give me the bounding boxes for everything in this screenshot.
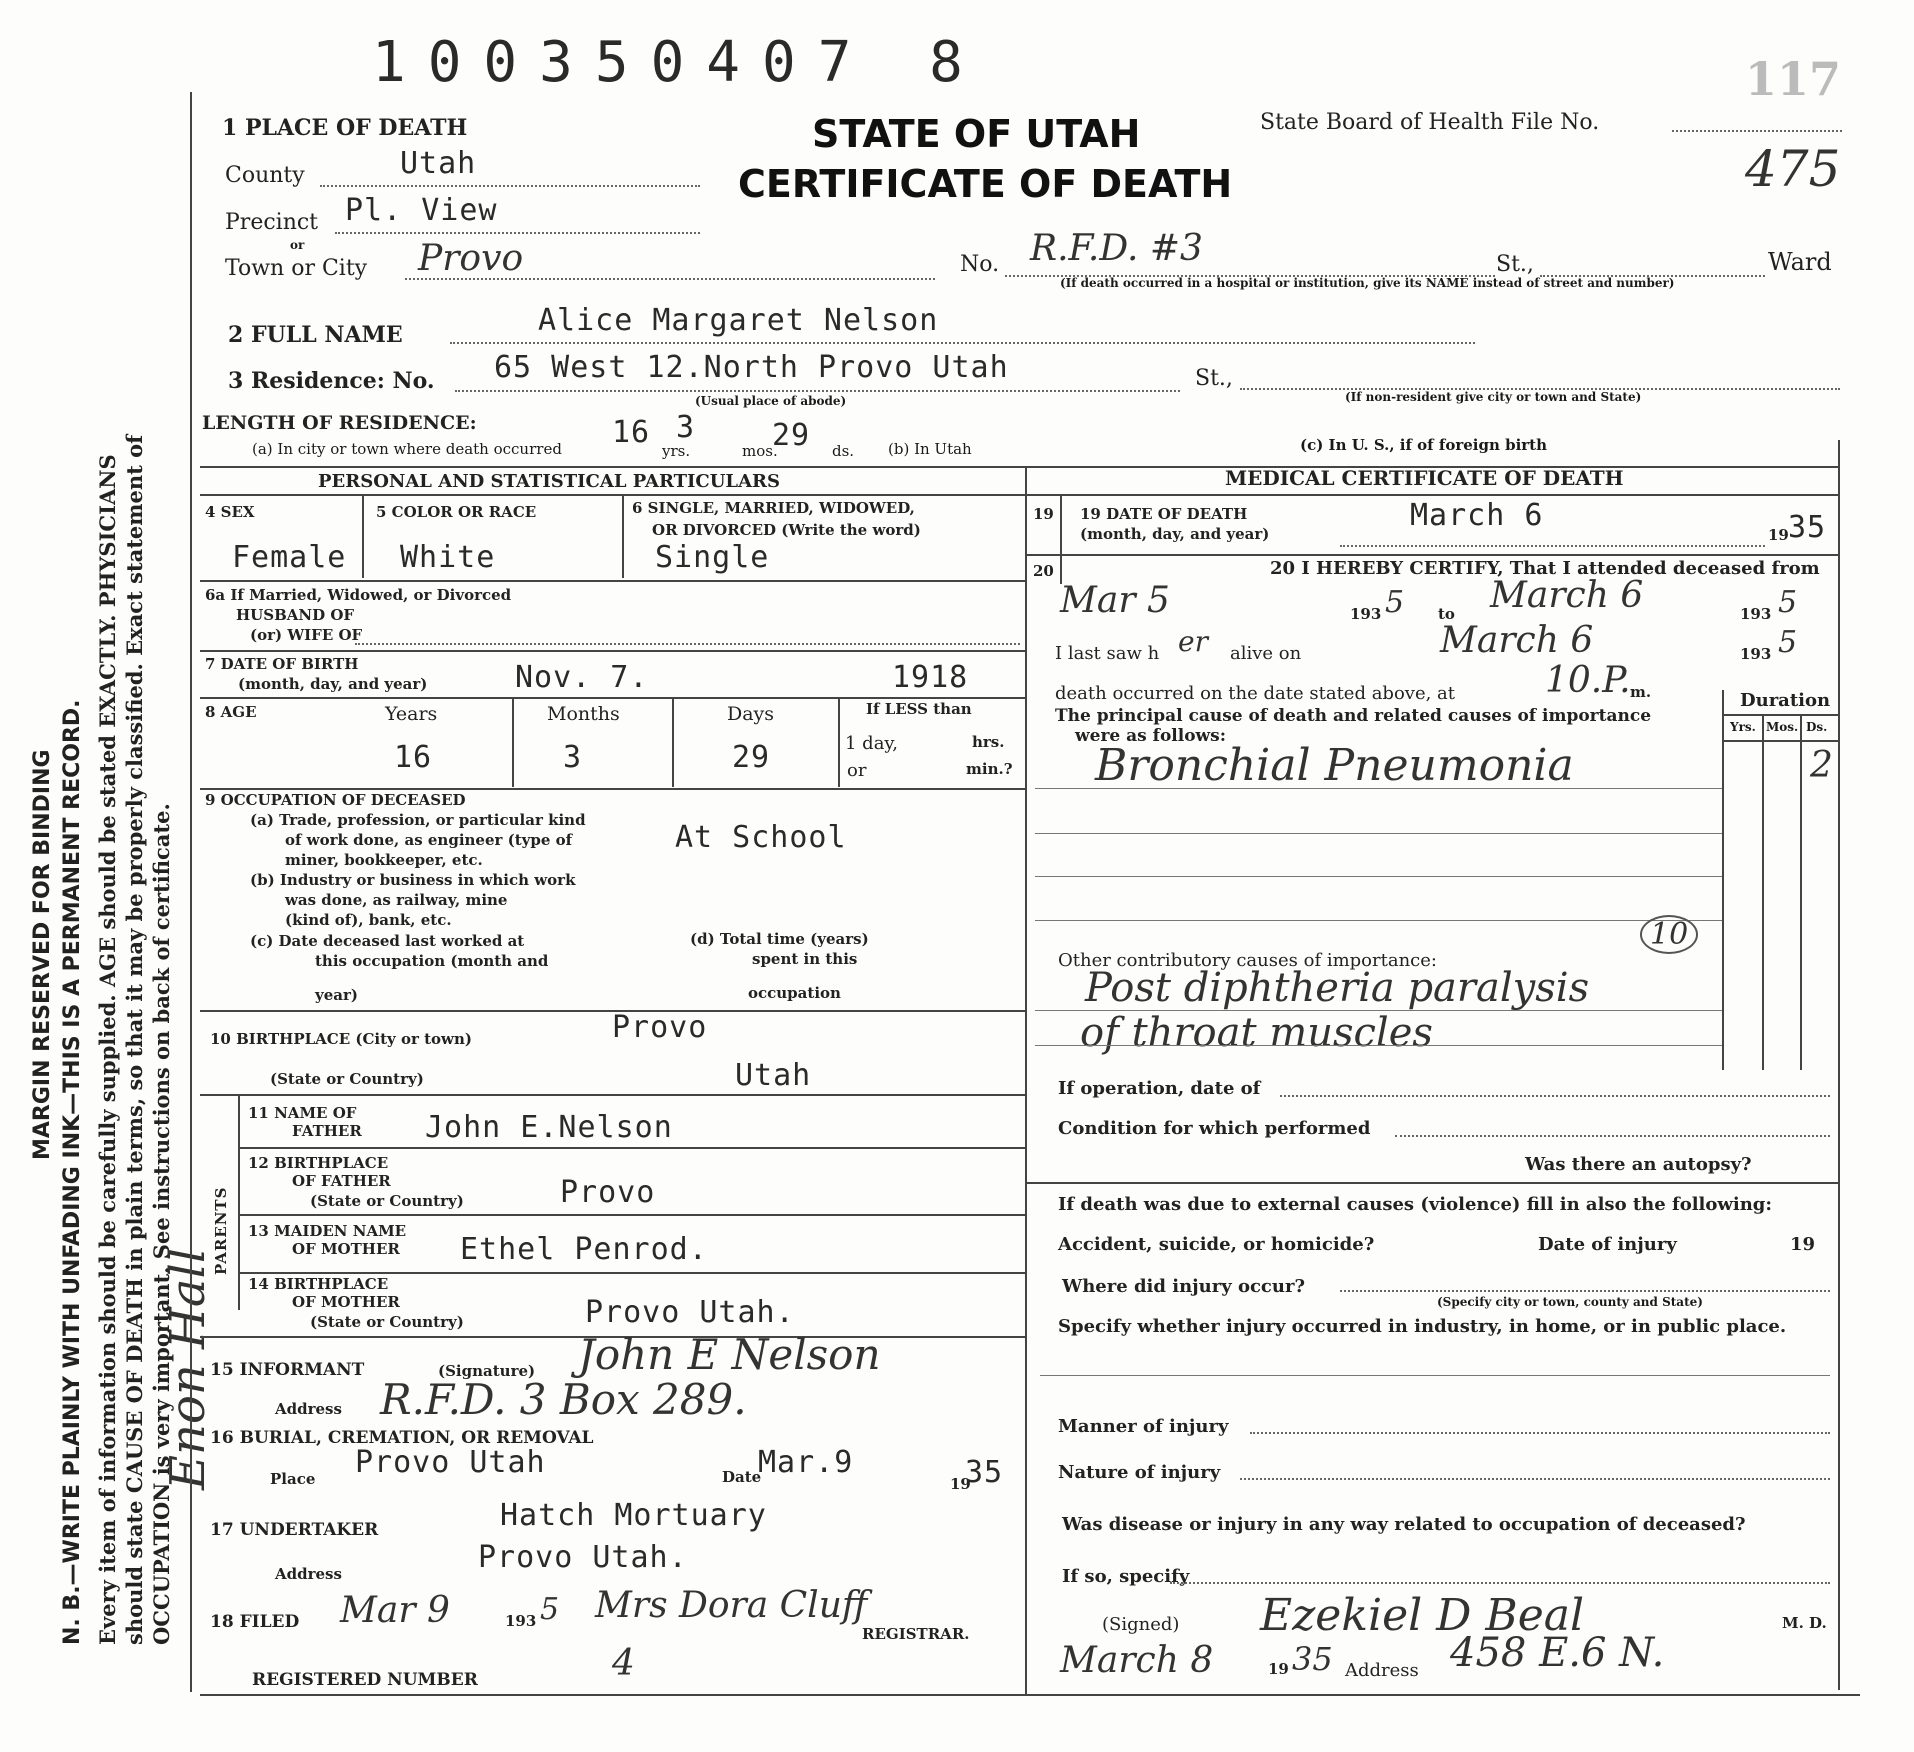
race-value: White — [400, 540, 496, 575]
mother-bp-label-1: 14 BIRTHPLACE — [248, 1275, 389, 1293]
serial-number: 100350407 8 — [372, 30, 985, 95]
mother-bp-label-3: (State or Country) — [310, 1313, 464, 1331]
length-yrs: 16 — [612, 415, 651, 450]
title-line2: CERTIFICATE OF DEATH — [738, 162, 1233, 206]
race-label: 5 COLOR OR RACE — [376, 503, 537, 521]
length-ds-label: ds. — [832, 442, 855, 460]
cause-label-1: The principal cause of death and related causes of importance — [1055, 706, 1652, 726]
informant-address: R.F.D. 3 Box 289. — [380, 1375, 747, 1424]
burial-place: Provo Utah — [355, 1445, 546, 1480]
birthplace-label: 10 BIRTHPLACE (City or town) — [210, 1030, 472, 1048]
length-mos: 3 — [676, 410, 696, 445]
cause-duration-days: 2 — [1810, 745, 1833, 786]
physician-signature: Ezekiel D Beal — [1260, 1590, 1585, 1641]
margin-instructions-2: should state CAUSE OF DEATH in plain terms, so that it may be properly classified. Exact statement of — [122, 434, 147, 1645]
saw-her: er — [1178, 625, 1208, 658]
saw-date: March 6 — [1440, 620, 1594, 661]
occupation-a1: (a) Trade, profession, or particular kind — [250, 811, 586, 829]
birthplace-state: Utah — [735, 1058, 812, 1093]
occupation-b2: was done, as railway, mine — [285, 891, 508, 909]
length-c: (c) In U. S., if of foreign birth — [1300, 436, 1548, 454]
dob-year: 1918 — [892, 660, 969, 695]
informant-sig-label: (Signature) — [438, 1362, 536, 1380]
signed-yr-prefix: 19 — [1268, 1660, 1289, 1678]
undertaker-value: Hatch Mortuary — [500, 1498, 767, 1533]
saw-yr: 193 — [1740, 645, 1772, 663]
death-date-num: 19 — [1033, 505, 1054, 523]
dob-value: Nov. 7. — [515, 660, 649, 695]
county-label: County — [225, 163, 305, 188]
informant-label: 15 INFORMANT — [210, 1360, 365, 1380]
certify-to-date: March 6 — [1490, 575, 1644, 616]
external-label: If death was due to external causes (violence) fill in also the following: — [1058, 1194, 1773, 1215]
other-causes-value-2: of throat muscles — [1080, 1010, 1433, 1056]
frame-left — [190, 92, 192, 1692]
father-bp-value: Provo — [560, 1175, 656, 1210]
margin-instructions-3: OCCUPATION is very important. See instructions on back of certificate. — [149, 803, 174, 1645]
death-date-value: March 6 — [1410, 498, 1544, 533]
town-value: Provo — [418, 238, 524, 279]
frame-right — [1838, 440, 1840, 1690]
age-months: 3 — [563, 740, 583, 775]
occupation-a2: of work done, as engineer (type of — [285, 831, 573, 849]
full-name-label: 2 FULL NAME — [228, 322, 403, 348]
length-b: (b) In Utah — [888, 440, 972, 458]
frame-bottom — [200, 1694, 1860, 1696]
burial-year: 35 — [965, 1455, 1004, 1490]
file-number-handwritten: 475 — [1745, 140, 1841, 198]
registrar-label: REGISTRAR. — [862, 1625, 970, 1643]
condition-label: Condition for which performed — [1058, 1118, 1371, 1139]
age-label: 8 AGE — [205, 703, 257, 721]
age-or: or — [847, 760, 867, 781]
age-months-label: Months — [547, 703, 620, 725]
cause-label-2: were as follows: — [1075, 726, 1227, 746]
age-years-label: Years — [385, 703, 438, 725]
death-date-label-1: 19 DATE OF DEATH — [1080, 505, 1248, 523]
state-file-label: State Board of Health File No. — [1260, 110, 1600, 135]
st-label: St., — [1496, 252, 1534, 277]
county-value: Utah — [400, 146, 477, 181]
precinct-label: Precinct — [225, 210, 319, 235]
age-1day: 1 day, — [845, 733, 898, 754]
length-yrs-label: yrs. — [662, 442, 691, 460]
date-injury-yr: 19 — [1790, 1234, 1816, 1255]
mother-bp-label-2: OF MOTHER — [292, 1293, 400, 1311]
personal-heading: PERSONAL AND STATISTICAL PARTICULARS — [318, 471, 781, 492]
length-ds: 29 — [772, 418, 811, 453]
nonresident-note: (If non-resident give city or town and State) — [1345, 390, 1642, 404]
length-a: (a) In city or town where death occurred — [252, 440, 562, 458]
age-years: 16 — [394, 740, 433, 775]
other-causes-value-1: Post diphtheria paralysis — [1085, 965, 1590, 1011]
autopsy-label: Was there an autopsy? — [1525, 1154, 1752, 1175]
signed-address: 458 E.6 N. — [1450, 1630, 1665, 1676]
page-number: 117 — [1745, 52, 1842, 106]
registered-value: 4 — [612, 1643, 635, 1684]
where-note: (Specify city or town, county and State) — [1437, 1295, 1703, 1309]
duration-mos: Mos. — [1766, 720, 1799, 734]
circled-number: 10 — [1640, 915, 1698, 954]
spouse-label-2: HUSBAND OF — [236, 606, 355, 624]
undertaker-label: 17 UNDERTAKER — [210, 1520, 379, 1540]
saw-label: I last saw h — [1055, 643, 1160, 664]
margin-signature: Enon Hall — [160, 1247, 216, 1490]
other-causes-label: Other contributory causes of importance: — [1058, 950, 1437, 971]
burial-date-label: Date — [722, 1468, 762, 1486]
cause-value: Bronchial Pneumonia — [1095, 740, 1574, 791]
undertaker-address: Provo Utah. — [478, 1540, 688, 1575]
birthplace-state-label: (State or Country) — [270, 1070, 424, 1088]
margin-binding-note: MARGIN RESERVED FOR BINDING — [30, 749, 55, 1160]
no-value: R.F.D. #3 — [1030, 228, 1203, 269]
death-date-year: 35 — [1788, 510, 1827, 545]
occupation-d1: (d) Total time (years) — [690, 930, 869, 948]
death-date-year-prefix: 19 — [1768, 526, 1789, 544]
filed-label: 18 FILED — [210, 1612, 300, 1632]
where-label: Where did injury occur? — [1062, 1276, 1306, 1297]
dob-label-1: 7 DATE OF BIRTH — [205, 655, 359, 673]
signed-label: (Signed) — [1102, 1614, 1180, 1635]
age-hrs: hrs. — [972, 733, 1005, 751]
informant-address-label: Address — [275, 1400, 342, 1418]
no-label: No. — [960, 252, 1000, 277]
mother-label-1: 13 MAIDEN NAME — [248, 1222, 407, 1240]
father-bp-label-3: (State or Country) — [310, 1192, 464, 1210]
duration-ds: Ds. — [1806, 720, 1828, 734]
ifso-label: If so, specify — [1062, 1566, 1190, 1587]
registrar-signature: Mrs Dora Cluff — [595, 1585, 868, 1626]
full-name-value: Alice Margaret Nelson — [538, 303, 939, 338]
parents-label: PARENTS — [212, 1186, 230, 1275]
md-label: M. D. — [1782, 1614, 1827, 1632]
occupation-c1: (c) Date deceased last worked at — [250, 932, 525, 950]
duration-yrs: Yrs. — [1730, 720, 1756, 734]
certify-num: 20 — [1033, 562, 1054, 580]
nature-label: Nature of injury — [1058, 1462, 1221, 1483]
certify-to-yr: 193 — [1740, 605, 1772, 623]
or-label: or — [290, 238, 305, 252]
marital-label-2: OR DIVORCED (Write the word) — [652, 521, 921, 539]
title-line1: STATE OF UTAH — [812, 112, 1141, 156]
signed-address-label: Address — [1345, 1660, 1419, 1681]
burial-label: 16 BURIAL, CREMATION, OR REMOVAL — [210, 1428, 594, 1448]
certify-from: Mar 5 — [1060, 580, 1170, 621]
undertaker-address-label: Address — [275, 1565, 342, 1583]
operation-label: If operation, date of — [1058, 1078, 1261, 1099]
occupation-b3: (kind of), bank, etc. — [285, 911, 452, 929]
certify-label: 20 I HEREBY CERTIFY, That I attended deceased from — [1270, 558, 1820, 579]
signed-date: March 8 — [1060, 1640, 1214, 1681]
mother-bp-value: Provo Utah. — [585, 1295, 795, 1330]
duration-label: Duration — [1740, 690, 1831, 711]
burial-year-prefix: 19 — [950, 1475, 971, 1493]
spouse-label-1: 6a If Married, Widowed, or Divorced — [205, 586, 512, 604]
residence-value: 65 West 12.North Provo Utah — [494, 350, 1009, 385]
death-at-label: death occurred on the date stated above, at — [1055, 683, 1456, 704]
column-divider — [1025, 466, 1027, 1694]
accident-label: Accident, suicide, or homicide? — [1058, 1234, 1375, 1255]
manner-label: Manner of injury — [1058, 1416, 1229, 1437]
filed-year-prefix: 193 — [505, 1612, 537, 1630]
precinct-value: Pl. View — [345, 193, 498, 228]
specify-label: Specify whether injury occurred in industry, in home, or in public place. — [1058, 1316, 1787, 1337]
occupation-d3: occupation — [748, 984, 841, 1002]
hospital-note: (If death occurred in a hospital or institution, give its NAME instead of street and number) — [1060, 276, 1675, 290]
occupation-c2: this occupation (month and — [315, 952, 549, 970]
abode-note: (Usual place of abode) — [695, 394, 847, 408]
residence-st-label: St., — [1195, 366, 1233, 391]
certify-from-yr: 193 — [1350, 605, 1382, 623]
age-less-than: If LESS than — [866, 700, 972, 718]
death-date-label-2: (month, day, and year) — [1080, 525, 1270, 543]
informant-signature: John E Nelson — [578, 1330, 881, 1379]
signed-yr: 35 — [1292, 1640, 1333, 1678]
father-bp-label-1: 12 BIRTHPLACE — [248, 1154, 389, 1172]
certify-from-y: 5 — [1385, 585, 1405, 620]
burial-date: Mar.9 — [758, 1445, 854, 1480]
margin-nb-note: N. B.—WRITE PLAINLY WITH UNFADING INK—THIS IS A PERMANENT RECORD. — [60, 699, 85, 1645]
certify-to: to — [1438, 605, 1455, 623]
dob-label-2: (month, day, and year) — [238, 675, 428, 693]
length-mos-label: mos. — [742, 442, 778, 460]
filed-year: 5 — [540, 1592, 560, 1627]
spouse-label-3: (or) WIFE OF — [250, 626, 363, 644]
birthplace-city: Provo — [612, 1010, 708, 1045]
date-injury-label: Date of injury — [1538, 1234, 1677, 1255]
registered-label: REGISTERED NUMBER — [252, 1670, 478, 1690]
occupation-b1: (b) Industry or business in which work — [250, 871, 576, 889]
ward-label: Ward — [1768, 248, 1832, 276]
death-time: 10.P. — [1545, 660, 1631, 701]
father-label-2: FATHER — [292, 1122, 362, 1140]
mother-label-2: OF MOTHER — [292, 1240, 400, 1258]
age-min: min.? — [966, 760, 1013, 778]
town-label: Town or City — [225, 256, 368, 281]
father-value: John E.Nelson — [425, 1110, 673, 1145]
medical-heading: MEDICAL CERTIFICATE OF DEATH — [1225, 466, 1624, 490]
mother-value: Ethel Penrod. — [460, 1232, 708, 1267]
marital-label-1: 6 SINGLE, MARRIED, WIDOWED, — [632, 499, 915, 517]
occupation-c3: year) — [315, 986, 358, 1004]
burial-place-label: Place — [270, 1470, 316, 1488]
occupation-d2: spent in this — [752, 950, 858, 968]
related-label: Was disease or injury in any way related to occupation of deceased? — [1062, 1514, 1746, 1535]
age-days-label: Days — [727, 703, 775, 725]
occupation-value: At School — [675, 820, 847, 855]
filed-date: Mar 9 — [340, 1590, 450, 1631]
father-bp-label-2: OF FATHER — [292, 1172, 391, 1190]
length-label: LENGTH OF RESIDENCE: — [202, 412, 477, 434]
margin-instructions-1: Every item of information should be carefully supplied. AGE should be stated EXACTLY. PHYSICIANS — [95, 454, 120, 1645]
age-days: 29 — [732, 740, 771, 775]
sex-label: 4 SEX — [205, 503, 255, 521]
sex-value: Female — [232, 540, 347, 575]
saw-y: 5 — [1778, 625, 1798, 660]
residence-label: 3 Residence: No. — [228, 368, 435, 394]
death-time-m: m. — [1630, 683, 1652, 701]
occupation-heading: 9 OCCUPATION OF DECEASED — [205, 791, 466, 809]
father-label-1: 11 NAME OF — [248, 1104, 357, 1122]
saw-alive: alive on — [1230, 643, 1302, 664]
occupation-a3: miner, bookkeeper, etc. — [285, 851, 483, 869]
certify-to-y: 5 — [1778, 585, 1798, 620]
place-heading: 1 PLACE OF DEATH — [222, 115, 468, 141]
marital-value: Single — [655, 540, 770, 575]
